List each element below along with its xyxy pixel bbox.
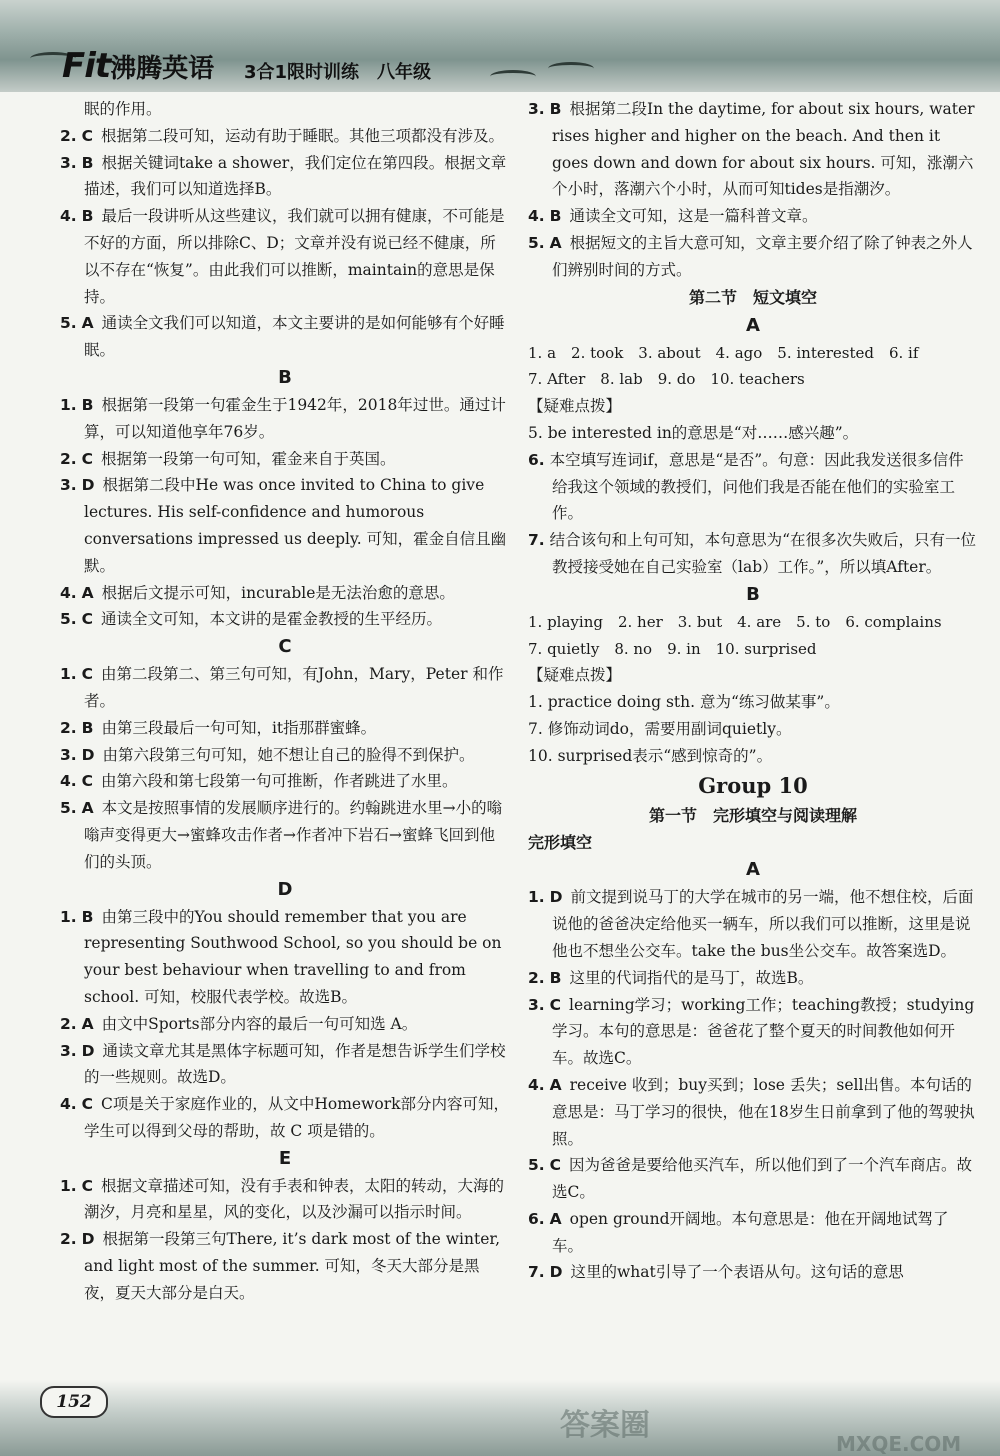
section-letter: B bbox=[278, 366, 292, 388]
question-number: 2. bbox=[60, 1230, 77, 1249]
page-header bbox=[0, 0, 1000, 92]
answer-letter: C bbox=[81, 449, 94, 468]
answer-item bbox=[60, 392, 510, 446]
explanation-text: receive 收到；buy买到；lose 丢失；sell出售。本句话的意思是：马丁学习的很快，他在18岁生日前拿到了他的驾驶执照。 bbox=[552, 1075, 975, 1148]
question-number: 2. bbox=[60, 449, 77, 468]
answer-item bbox=[528, 1072, 978, 1152]
answer-letter: C bbox=[81, 610, 94, 629]
note-text: 10. surprised表示“感到惊奇的”。 bbox=[528, 746, 773, 765]
question-number: 5. bbox=[60, 314, 77, 333]
question-number: 1. bbox=[528, 888, 545, 907]
answer-item bbox=[60, 742, 510, 769]
question-number: 4. bbox=[528, 207, 545, 226]
answer-letter: D bbox=[81, 1230, 95, 1249]
answer-item bbox=[60, 580, 510, 607]
answer-letter: C bbox=[81, 1095, 94, 1114]
answer-item bbox=[60, 606, 510, 633]
answer-item bbox=[528, 1259, 978, 1286]
answer-letter: D bbox=[549, 1263, 563, 1282]
answer-letter: A bbox=[549, 233, 562, 252]
answer-letter: A bbox=[81, 314, 94, 333]
bird-icon bbox=[548, 62, 594, 75]
question-number: 5. bbox=[60, 610, 77, 629]
question-number: 1. bbox=[60, 1176, 77, 1195]
answer-letter: D bbox=[81, 745, 95, 764]
explanation-text: 由文中Sports部分内容的最后一句可知选 A。 bbox=[101, 1014, 418, 1033]
section-title: 第一节 完形填空与阅读理解 bbox=[648, 805, 857, 825]
answer-item bbox=[528, 96, 978, 203]
answer-letter: B bbox=[81, 153, 94, 172]
section-letter: A bbox=[746, 314, 760, 336]
question-number: 1. bbox=[60, 395, 77, 414]
explanation-text: 根据第一段第一句霍金生于1942年，2018年过世。通过计算，可以知道他享年76岁。 bbox=[84, 395, 506, 441]
question-number: 6. bbox=[528, 1209, 545, 1228]
explanation-text: 根据第一段第三句There, it’s dark most of the winter, and light most of the summer. 可知，冬天大部分是黑夜，夏天大部分是白天。 bbox=[84, 1230, 501, 1302]
answer-item bbox=[528, 527, 978, 581]
question-number: 4. bbox=[60, 207, 77, 226]
answer-letter: C bbox=[81, 665, 94, 684]
explanation-text: 本空填写连词if，意思是“是否”。句意：因此我发送很多信件给我这个领域的教授们，问他们我是否能在他们的实验室工作。 bbox=[549, 450, 964, 523]
question-number: 5. bbox=[60, 799, 77, 818]
group-title: Group 10 bbox=[698, 772, 808, 798]
note-text: 【疑难点拨】 bbox=[528, 666, 622, 685]
watermark-url: MXQE.COM bbox=[836, 1432, 962, 1456]
answer-item bbox=[60, 472, 510, 579]
question-number: 1. bbox=[60, 665, 77, 684]
watermark-logo: 答案圈 bbox=[560, 1408, 650, 1443]
section-letter: E bbox=[278, 1147, 292, 1169]
question-number: 2. bbox=[60, 718, 77, 737]
subsection-title: 完形填空 bbox=[528, 832, 593, 852]
question-number: 4. bbox=[60, 583, 77, 602]
answer-item bbox=[60, 661, 510, 715]
answer-letter: A bbox=[549, 1209, 562, 1228]
answer-item bbox=[60, 123, 510, 150]
question-number: 3. bbox=[60, 476, 77, 495]
section-letter: A bbox=[746, 859, 760, 881]
answer-item bbox=[60, 1173, 510, 1227]
answer-item bbox=[528, 965, 978, 992]
answer-item bbox=[60, 1038, 510, 1092]
answer-words: 7. quietly 8. no 9. in 10. surprised bbox=[528, 639, 817, 658]
answer-letter: D bbox=[81, 1041, 95, 1060]
right-column bbox=[528, 96, 978, 1286]
explanation-text: 结合该句和上句可知，本句意思为“在很多次失败后，只有一位教授接受她在自己实验室（lab）工作。”，所以填After。 bbox=[549, 531, 977, 576]
explanation-text: 这里的代词指代的是马丁，故选B。 bbox=[569, 968, 814, 987]
answer-item bbox=[528, 1152, 978, 1206]
explanation-text: 最后一段讲听从这些建议，我们就可以拥有健康，不可能是不好的方面，所以排除C、D；文章并没有说已经不健康，所以不存在“恢复”。由此我们可以推断，maintain的意思是保持。 bbox=[84, 207, 505, 306]
answer-letter: D bbox=[549, 888, 563, 907]
left-column bbox=[60, 96, 510, 1307]
section-letter: C bbox=[278, 636, 292, 658]
answer-letter: C bbox=[81, 1176, 94, 1195]
answer-item bbox=[60, 203, 510, 310]
explanation-text: 根据第二段In the daytime, for about six hours, water rises higher and higher on the beach. And then it goes down and down for about six hours. 可知，涨潮六个小时，落潮六个小时，从而可知tides是指潮汐。 bbox=[552, 100, 975, 199]
answer-item bbox=[60, 1226, 510, 1306]
explanation-text: 由第六段和第七段第一句可推断，作者跳进了水里。 bbox=[101, 772, 458, 791]
explanation-text: 通读文章尤其是黑体字标题可知，作者是想告诉学生们学校的一些规则。故选D。 bbox=[84, 1041, 506, 1087]
question-number: 3. bbox=[528, 100, 545, 118]
answer-letter: B bbox=[81, 207, 94, 226]
explanation-text: 根据第一段第一句可知，霍金来自于英国。 bbox=[101, 449, 396, 468]
answer-letter: B bbox=[81, 718, 94, 737]
answer-letter: A bbox=[549, 1075, 562, 1094]
answer-letter: C bbox=[81, 772, 94, 791]
explanation-text: 根据第二段中He was once invited to China to give lectures. His self-confidence and humorous conversations impressed us deeply. 可知，霍金自信且幽默。 bbox=[84, 476, 507, 575]
explanation-text: 根据第二段可知，运动有助于睡眠。其他三项都没有涉及。 bbox=[101, 126, 505, 145]
question-number: 3. bbox=[60, 745, 77, 764]
answer-item bbox=[60, 150, 510, 204]
answer-item bbox=[60, 1091, 510, 1145]
explanation-text: 前文提到说马丁的大学在城市的另一端，他不想住校，后面说他的爸爸决定给他买一辆车，所以我们可以推断，这里是说他也不想坐公交车。take the bus坐公交车。故答案选D。 bbox=[552, 888, 974, 960]
answer-letter: B bbox=[549, 100, 562, 118]
answer-letter: C bbox=[81, 126, 94, 145]
explanation-text: 根据关键词take a shower，我们定位在第四段。根据文章描述，我们可以知道选择B。 bbox=[84, 153, 507, 199]
answer-item bbox=[528, 1206, 978, 1260]
question-number: 4. bbox=[60, 1095, 77, 1114]
explanation-text: 根据短文的主旨大意可知，文章主要介绍了除了钟表之外人们辨别时间的方式。 bbox=[552, 233, 973, 279]
answer-words: 1. a 2. took 3. about 4. ago 5. interested 6. if bbox=[528, 343, 919, 362]
answer-item bbox=[60, 1011, 510, 1038]
explanation-text: 通读全文我们可以知道，本文主要讲的是如何能够有个好睡眠。 bbox=[84, 314, 505, 360]
note-text: 7. 修饰动词do，需要用副词quietly。 bbox=[528, 719, 792, 738]
question-number: 7. bbox=[528, 531, 545, 550]
question-number: 1. bbox=[60, 907, 77, 926]
question-number: 2. bbox=[60, 1014, 77, 1033]
explanation-text: 通读全文可知，这是一篇科普文章。 bbox=[569, 207, 818, 226]
explanation-text: 由第三段最后一句可知，it指那群蜜蜂。 bbox=[101, 718, 377, 737]
answer-item bbox=[60, 310, 510, 364]
answer-words: 7. After 8. lab 9. do 10. teachers bbox=[528, 370, 805, 389]
note-text: 【疑难点拨】 bbox=[528, 397, 622, 416]
answer-item bbox=[60, 795, 510, 875]
question-number: 3. bbox=[60, 153, 77, 172]
answer-letter: B bbox=[549, 207, 562, 226]
answer-letter: D bbox=[81, 476, 95, 495]
answer-item bbox=[528, 884, 978, 964]
answer-letter: A bbox=[81, 1014, 94, 1033]
note-text: 5. be interested in的意思是“对……感兴趣”。 bbox=[528, 423, 859, 442]
explanation-text: 根据文章描述可知，没有手表和钟表，太阳的转动，大海的潮汐，月亮和星星，风的变化，以及沙漏可以指示时间。 bbox=[84, 1176, 505, 1222]
explanation-text: 由第二段第二、第三句可知，有John，Mary，Peter 和作者。 bbox=[84, 665, 504, 710]
answer-letter: B bbox=[81, 907, 94, 926]
section-title: 第二节 短文填空 bbox=[688, 287, 817, 307]
explanation-text: C项是关于家庭作业的，从文中Homework部分内容可知，学生可以得到父母的帮助，故 C 项是错的。 bbox=[84, 1095, 509, 1140]
answer-item bbox=[528, 203, 978, 230]
explanation-text: 本文是按照事情的发展顺序进行的。约翰跳进水里→小的嗡嗡声变得更大→蜜蜂攻击作者→作者冲下岩石→蜜蜂飞回到他们的头顶。 bbox=[84, 799, 503, 871]
explanation-text: open ground开阔地。本句意思是：他在开阔地试驾了车。 bbox=[552, 1209, 949, 1255]
explanation-text: 这里的what引导了一个表语从句。这句话的意思 bbox=[570, 1263, 904, 1282]
question-number: 6. bbox=[528, 450, 545, 469]
question-number: 2. bbox=[60, 126, 77, 145]
explanation-text: 由第三段中的You should remember that you are representing Southwood School, so you should be on your best behaviour when travelling to and from school. 可知，校服代表学校。故选B。 bbox=[84, 907, 502, 1006]
answer-letter: B bbox=[81, 395, 94, 414]
question-number: 3. bbox=[60, 1041, 77, 1060]
question-number: 3. bbox=[528, 995, 545, 1014]
answer-item bbox=[60, 446, 510, 473]
section-letter: D bbox=[277, 878, 293, 900]
section-letter: B bbox=[746, 583, 760, 605]
explanation-text: 由第六段第三句可知，她不想让自己的脸得不到保护。 bbox=[102, 745, 475, 764]
explanation-text: 通读全文可知，本文讲的是霍金教授的生平经历。 bbox=[101, 610, 443, 629]
book-subtitle: 3合1限时训练 八年级 bbox=[244, 62, 432, 83]
answer-letter: C bbox=[549, 995, 562, 1014]
brand-logo: Fit沸腾英语 bbox=[62, 46, 215, 86]
page-number: 152 bbox=[40, 1386, 108, 1418]
explanation-text: learning学习；working工作；teaching教授；studying学习。本句的意思是：爸爸花了整个夏天的时间教他如何开车。故选C。 bbox=[552, 995, 975, 1068]
answer-words: 1. playing 2. her 3. but 4. are 5. to 6. complains bbox=[528, 612, 942, 631]
question-number: 4. bbox=[528, 1075, 545, 1094]
answer-letter: B bbox=[549, 968, 562, 987]
answer-item bbox=[60, 768, 510, 795]
answer-item bbox=[528, 992, 978, 1072]
question-number: 2. bbox=[528, 968, 545, 987]
answer-item bbox=[528, 230, 978, 284]
answer-item bbox=[528, 447, 978, 527]
answer-letter: A bbox=[81, 799, 94, 818]
bird-icon bbox=[490, 70, 536, 83]
answer-letter: C bbox=[549, 1156, 562, 1175]
question-number: 7. bbox=[528, 1263, 545, 1282]
note-text: 1. practice doing sth. 意为“练习做某事”。 bbox=[528, 693, 840, 712]
question-number: 5. bbox=[528, 233, 545, 252]
question-number: 4. bbox=[60, 772, 77, 791]
answer-letter: A bbox=[81, 583, 94, 602]
explanation-text: 因为爸爸是要给他买汽车，所以他们到了一个汽车商店。故选C。 bbox=[552, 1156, 973, 1202]
explanation-text: 根据后文提示可知，incurable是无法治愈的意思。 bbox=[101, 583, 455, 602]
answer-item bbox=[60, 904, 510, 1011]
answer-item bbox=[60, 715, 510, 742]
continued-text: 眠的作用。 bbox=[84, 100, 162, 118]
question-number: 5. bbox=[528, 1156, 545, 1175]
